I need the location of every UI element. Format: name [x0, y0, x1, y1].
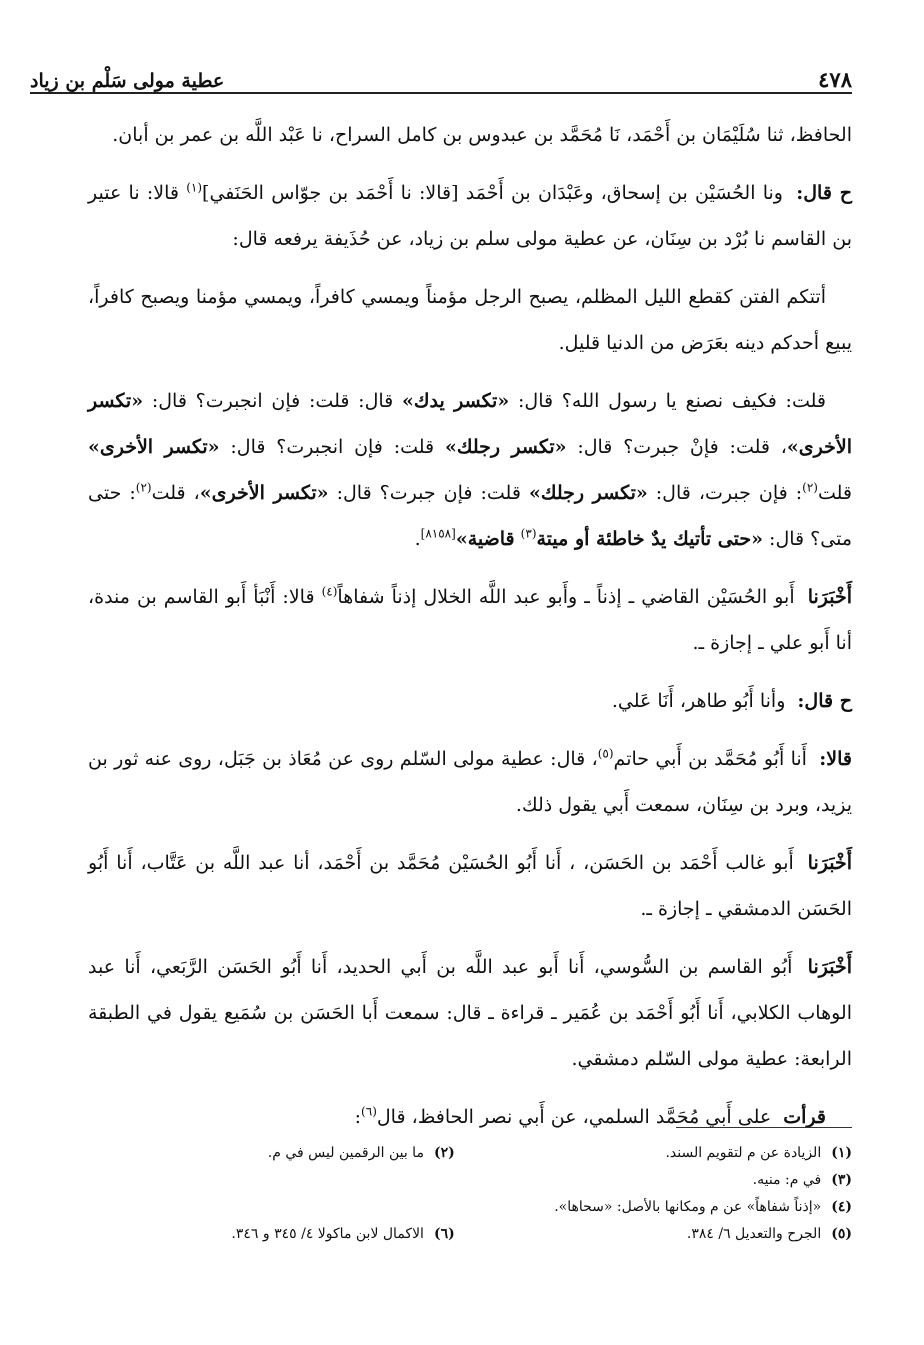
quote-bold: «تكسر الأخرى» — [88, 390, 852, 458]
footnote-number: (٥) — [831, 1226, 852, 1242]
paragraph-lead: أَخْبَرَنا — [807, 586, 853, 608]
footnote-number: (٦) — [433, 1226, 455, 1242]
paragraph-text: قالا: نا عتير بن القاسم نا بُرْد بن سِنَان، عن عطية مولى سلم بن زياد، عن حُذَيفة يرفعه قال: — [88, 182, 852, 250]
paragraph-text: وأنا أَبُو طاهر، أَنَا عَلي. — [611, 690, 786, 712]
paragraph-text: قلت: فكيف نصنع يا رسول الله؟ قال: — [517, 390, 826, 412]
paragraph-text: : فإن جبرت، قال: — [655, 482, 803, 504]
paragraph-text: ، قلت — [151, 482, 200, 504]
footnote-ref[interactable]: (٢) — [802, 480, 818, 495]
footnote-6 — [88, 1221, 455, 1248]
page-header — [30, 58, 852, 92]
quote-bold: «حتى تأتيك يدٌ خاطئة أو ميتة — [536, 528, 763, 550]
paragraph-2 — [88, 170, 852, 262]
footnote-row — [88, 1140, 852, 1167]
footnote-ref[interactable]: (٢) — [135, 480, 152, 495]
paragraph-text: أَبو الحُسَيْن القاضي ـ إذناً ـ وأَبو عبد اللَّه الخلال إذناً شفاهاً — [337, 586, 795, 608]
paragraph-lead: قالا: — [819, 748, 852, 770]
hadith-number: [٨١٥٨] — [420, 526, 456, 541]
paragraph-text: على أَبي مُحَمَّد السلمي، عن أَبي نصر الحافظ، قال — [376, 1106, 772, 1128]
paragraph-text: أتتكم الفتن كقطع الليل المظلم، يصبح الرجل مؤمناً ويمسي كافراً، ويمسي مؤمنا ويصبح كافراً، يبيع أحدكم دينه بعَرَض من الدنيا قليل. — [88, 286, 852, 354]
footnote-row — [88, 1221, 852, 1248]
paragraph-text: قال: قلت: فإن انجبرت؟ قال: — [151, 390, 394, 412]
footnote-text: الزيادة عن م لتقويم السند. — [665, 1145, 822, 1161]
paragraph-text: . — [414, 528, 421, 550]
quote-bold: «تكسر الأخرى» — [199, 482, 329, 504]
paragraph-lead: قرأت — [783, 1106, 826, 1128]
paragraph-text: قلت — [817, 482, 852, 504]
footnote-number: (٢) — [433, 1145, 455, 1161]
paragraph-lead: ح قال: — [796, 182, 853, 204]
paragraph-text: قلت: فإن انجبرت؟ قال: — [230, 436, 435, 458]
paragraph-text: : — [354, 1106, 362, 1128]
footnote-separator — [676, 1127, 852, 1128]
page-number: ٤٧٨ — [818, 67, 852, 92]
paragraph-10 — [88, 1094, 852, 1140]
footnote-2 — [88, 1140, 455, 1167]
paragraph-text: أَبو غالب أَحْمَد بن الحَسَن، ، أَنا أَبُو الحُسَيْن مُحَمَّد بن أَحْمَد، أنا عبد اللَّه بن عَتَّاب، أَنا أَبُو الحَسَن الدمشقي ـ إجازة ـ. — [88, 852, 852, 920]
footnote-ref[interactable]: (١) — [186, 180, 203, 195]
footnote-5 — [455, 1221, 852, 1248]
footnote-1 — [455, 1140, 852, 1167]
paragraph-text: ، قال: عطية مولى السّلم روى عن مُعَاذ بن جَبَل، روى عنه ثور بن يزيد، وبرد بن سِنَان، سمعت أَبي يقول ذلك. — [88, 748, 852, 816]
footnote-ref[interactable]: (٦) — [361, 1104, 377, 1119]
paragraph-lead: أَخْبَرَنا — [807, 852, 852, 874]
footnote-row — [88, 1167, 852, 1194]
paragraph-text: الحافظ، ثنا سُلَيْمَان بن أَحْمَد، نَا مُحَمَّد بن عبدوس بن كامل السراح، نا عَبْد اللَّه بن عمر بن أبان. — [112, 124, 852, 146]
footnote-ref[interactable]: (٣) — [520, 526, 537, 541]
quote-bold: «تكسر رجلك» — [444, 436, 567, 458]
paragraph-text: ونا الحُسَيْن بن إسحاق، وعَبْدَان بن أَحْمَد [قالا: نا أَحْمَد بن جوّاس الحَنَفي] — [202, 182, 783, 204]
paragraph-lead: أَخْبَرَنا — [807, 956, 852, 978]
paragraph-text: أَنا أَبُو مُحَمَّد بن أَبي حاتم — [613, 748, 807, 770]
quote-bold: قاضية» — [455, 528, 515, 550]
paragraph-9 — [88, 944, 852, 1082]
footnote-number: (١) — [831, 1145, 852, 1161]
footnote-4 — [88, 1194, 852, 1221]
quote-bold: «تكسر الأخرى» — [88, 436, 220, 458]
footnote-text: في م: منيه. — [752, 1172, 822, 1188]
footnote-3 — [455, 1167, 852, 1194]
quote-bold: «تكسر رجلك» — [528, 482, 648, 504]
paragraph-text: قالا: أَنْبَأ أَبو القاسم بن مندة، أنا أَبو علي ـ إجازة ـ. — [88, 586, 852, 654]
footnote-number: (٣) — [831, 1172, 852, 1188]
paragraph-8 — [88, 840, 852, 932]
paragraph-6 — [88, 678, 852, 724]
footnotes — [88, 1140, 852, 1248]
paragraph-lead: ح قال: — [797, 690, 852, 712]
paragraph-4 — [88, 378, 852, 562]
paragraph-3 — [88, 274, 852, 366]
footnote-text: «إذناً شفاهاً» عن م ومكانها بالأصل: «سحاها». — [554, 1199, 822, 1215]
footnote-text: الاكمال لابن ماكولا ٤/ ٣٤٥ و ٣٤٦. — [231, 1226, 424, 1242]
footnote-ref[interactable]: (٥) — [597, 746, 614, 761]
paragraph-5 — [88, 574, 852, 666]
paragraph-7 — [88, 736, 852, 828]
paragraph-text: : حتى متى؟ قال: — [88, 482, 852, 550]
paragraph-1 — [88, 112, 852, 158]
footnote-row — [88, 1194, 852, 1221]
main-text — [88, 112, 852, 1152]
footnote-text: الجرح والتعديل ٦/ ٣٨٤. — [686, 1226, 822, 1242]
footnote-number: (٤) — [831, 1199, 852, 1215]
paragraph-text: أَبُو القاسم بن السُّوسي، أَنا أَبو عبد اللَّه بن أَبي الحديد، أَنا أَبُو الحَسَن الرَّبَعي، أَنا عبد الوهاب الكلابي، أَنا أَبُو أَحْمَد بن عُمَير ـ قراءة ـ قال: سمعت أَبا الحَسَن بن سُمَيع يقول في الطبقة الرابعة: عطية مولى السّلم دمشقي. — [88, 956, 852, 1070]
footnote-text: ما بين الرقمين ليس في م. — [267, 1145, 424, 1161]
paragraph-text: قلت: فإن جبرت؟ قال: — [336, 482, 521, 504]
paragraph-text: ، قلت: فإنْ جبرت؟ قال: — [577, 436, 787, 458]
running-title: عطية مولى سَلْم بن زياد — [30, 70, 225, 92]
footnote-ref[interactable]: (٤) — [321, 584, 338, 599]
quote-bold: «تكسر يدك» — [402, 390, 510, 412]
header-rule — [30, 92, 852, 94]
